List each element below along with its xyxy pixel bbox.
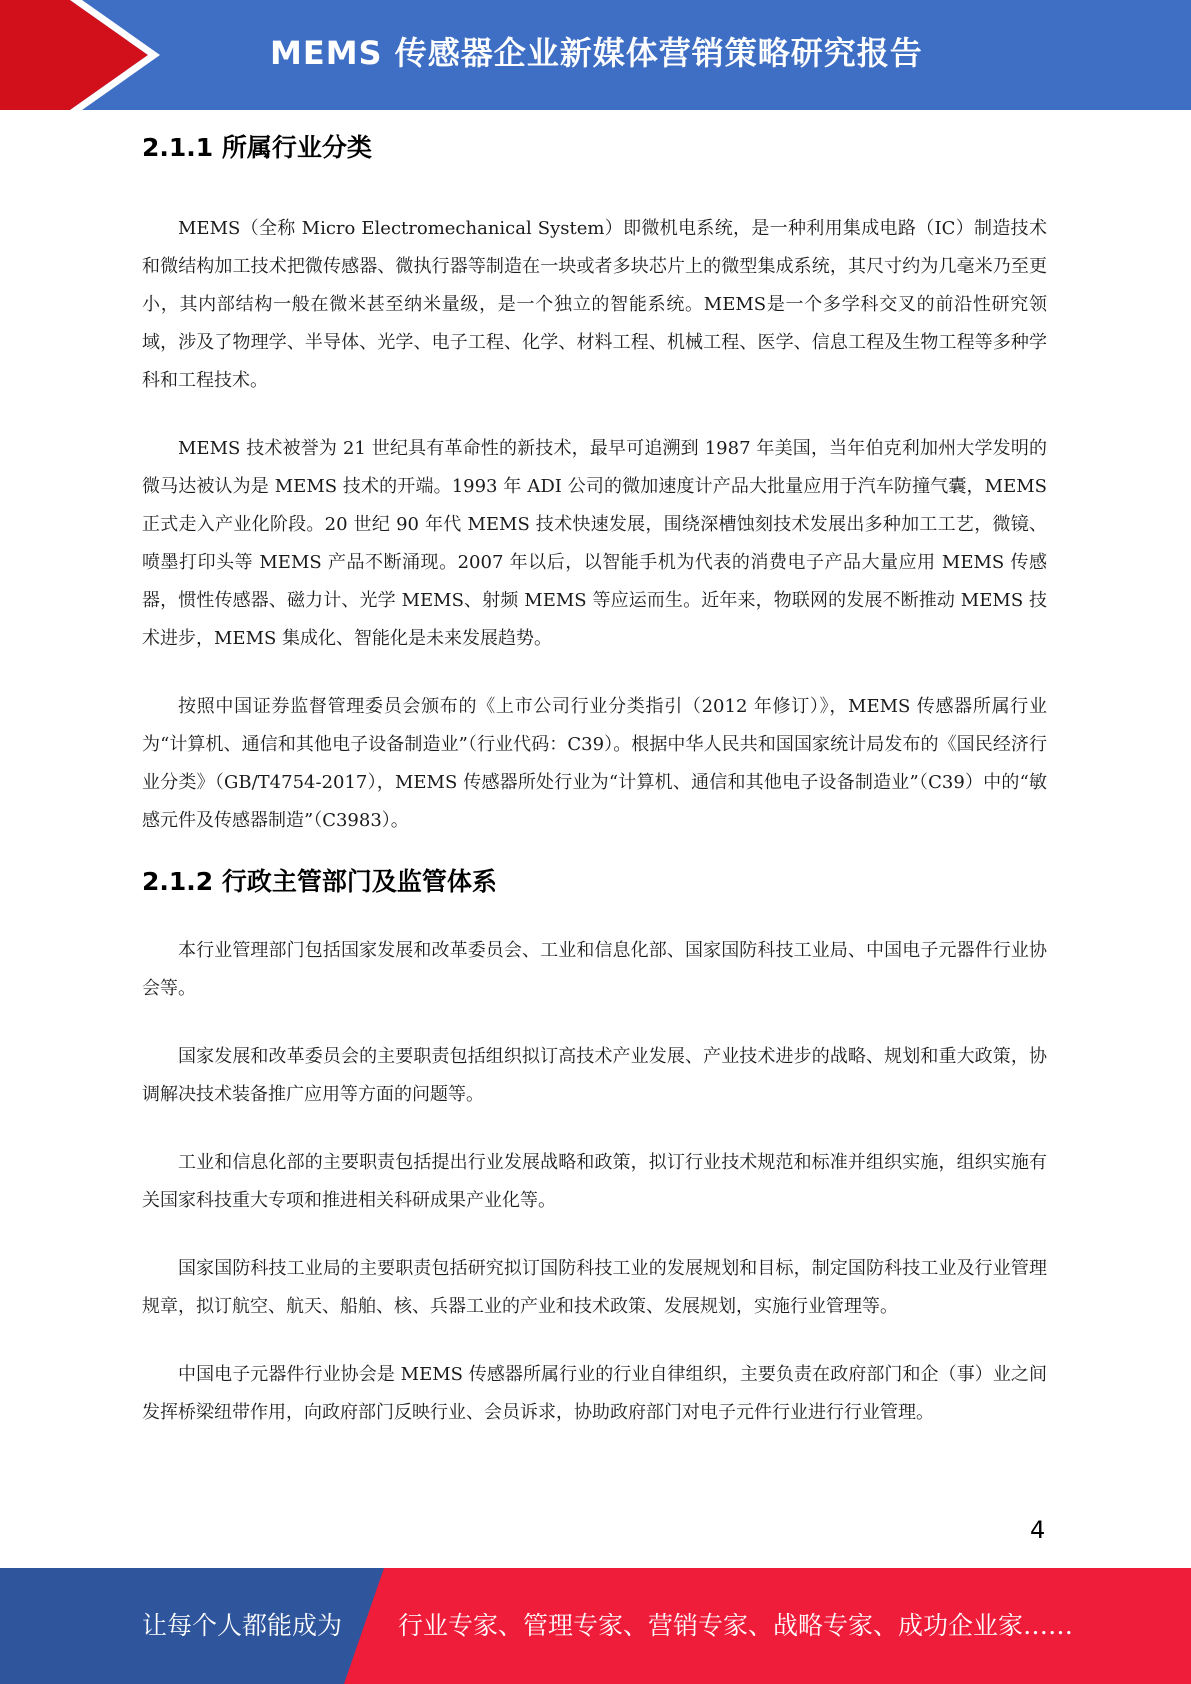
paragraph: 国家发展和改革委员会的主要职责包括组织拟订高技术产业发展、产业技术进步的战略、规划和重大政策，协调解决技术装备推广应用等方面的问题等。 <box>142 1046 1047 1105</box>
report-title: MEMS 传感器企业新媒体营销策略研究报告 <box>270 34 923 72</box>
paragraph: MEMS 技术被誉为 21 世纪具有革命性的新技术，最早可追溯到 1987 年美国，当年伯克利加州大学发明的微马达被认为是 MEMS 技术的开端。1993 年 ADI 公司的微加速度计产品大批量应用于汽车防撞气囊，MEMS 正式走入产业化阶段。20 世纪 90 年代 MEMS 技术快速发展，围绕深槽蚀刻技术发展出多种加工工艺，微镜、喷墨打印头等 MEMS 产品不断涌现。2007 年以后，以智能手机为代表的消费电子产品大量应用 MEMS 传感器，惯性传感器、磁力计、光学 MEMS、射频 MEMS 等应运而生。近年来，物联网的发展不断推动 MEMS 技术进步，MEMS 集成化、智能化是未来发展趋势。 <box>142 438 1047 649</box>
footer-slogan-left: 让每个人都能成为 <box>142 1611 343 1640</box>
paragraph: MEMS（全称 Micro Electromechanical System）即微机电系统，是一种利用集成电路（IC）制造技术和微结构加工技术把微传感器、微执行器等制造在一块或者多块芯片上的微型集成系统，其尺寸约为几毫米乃至更小，其内部结构一般在微米甚至纳米量级，是一个独立的智能系统。MEMS是一个多学科交叉的前沿性研究领域，涉及了物理学、半导体、光学、电子工程、化学、材料工程、机械工程、医学、信息工程及生物工程等多种学科和工程技术。 <box>142 218 1047 391</box>
paragraph: 本行业管理部门包括国家发展和改革委员会、工业和信息化部、国家国防科技工业局、中国电子元器件行业协会等。 <box>142 940 1047 999</box>
page-footer <box>0 1568 1191 1684</box>
main-content <box>142 128 1047 1432</box>
paragraph: 工业和信息化部的主要职责包括提出行业发展战略和政策，拟订行业技术规范和标准并组织实施，组织实施有关国家科技重大专项和推进相关科研成果产业化等。 <box>142 1152 1047 1211</box>
paragraph: 中国电子元器件行业协会是 MEMS 传感器所属行业的行业自律组织，主要负责在政府部门和企（事）业之间发挥桥梁纽带作用，向政府部门反映行业、会员诉求，协助政府部门对电子元件行业进行行业管理。 <box>142 1364 1047 1423</box>
section-heading-industry-classification: 2.1.1 所属行业分类 <box>142 133 372 162</box>
paragraph: 国家国防科技工业局的主要职责包括研究拟订国防科技工业的发展规划和目标，制定国防科技工业及行业管理规章，拟订航空、航天、船舶、核、兵器工业的产业和技术政策、发展规划，实施行业管理等。 <box>142 1258 1047 1317</box>
section-heading-regulatory-system: 2.1.2 行政主管部门及监管体系 <box>142 867 497 896</box>
page-header <box>0 0 1191 110</box>
footer-slogan-right: 行业专家、管理专家、营销专家、战略专家、成功企业家…… <box>398 1611 1074 1640</box>
paragraph: 按照中国证券监督管理委员会颁布的《上市公司行业分类指引（2012 年修订）》，MEMS 传感器所属行业为“计算机、通信和其他电子设备制造业”（行业代码：C39）。根据中华人民共和国国家统计局发布的《国民经济行业分类》（GB/T4754-2017），MEMS 传感器所处行业为“计算机、通信和其他电子设备制造业”（C39）中的“敏感元件及传感器制造”（C3983）。 <box>142 696 1047 831</box>
page-number: 4 <box>1030 1516 1046 1544</box>
